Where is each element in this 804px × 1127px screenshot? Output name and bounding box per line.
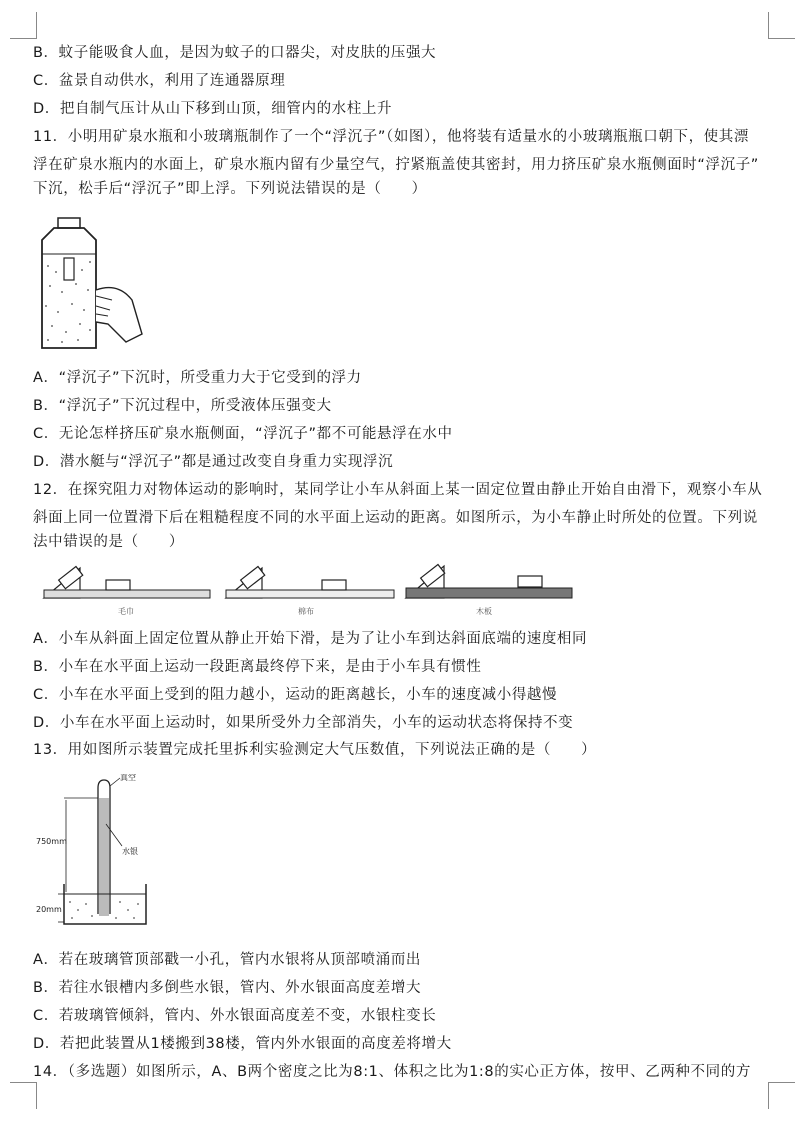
option-13d: D．若把此装置从1楼搬到38楼，管内外水银面的高度差将增大 xyxy=(33,1036,452,1052)
option-11c: C．无论怎样挤压矿泉水瓶侧面，“浮沉子”都不可能悬浮在水中 xyxy=(33,426,453,442)
option-13b: B．若往水银槽内多倒些水银，管内、外水银面高度差增大 xyxy=(33,980,422,996)
torricelli-figure xyxy=(36,774,156,934)
question-11-line-2: 浮在矿泉水瓶内的水面上，矿泉水瓶内留有少量空气，拧紧瓶盖使其密封，用力挤压矿泉水瓶侧面时“浮沉子” xyxy=(33,157,759,173)
question-11-line-1: 11．小明用矿泉水瓶和小玻璃瓶制作了一个“浮沉子”（如图），他将装有适量水的小玻璃瓶瓶口朝下，使其漂 xyxy=(33,129,749,145)
ramp-towel xyxy=(44,566,210,598)
label-mercury: 水银 xyxy=(122,847,138,856)
question-12-line-2: 斜面上同一位置滑下后在粗糙程度不同的水平面上运动的距离。如图所示，为小车静止时所处的位置。下列说 xyxy=(33,510,758,526)
label-vacuum: 真空 xyxy=(120,774,136,782)
question-12-line-1: 12．在探究阻力对物体运动的影响时，某同学让小车从斜面上某一固定位置由静止开始自由滑下，观察小车从 xyxy=(33,482,763,498)
ramp-cotton xyxy=(226,566,394,598)
label-towel: 毛巾 xyxy=(118,607,134,616)
label-cotton: 棉布 xyxy=(298,607,314,616)
question-14-line-1: 14．（多选题）如图所示，A、B两个密度之比为8:1、体积之比为1:8的实心正方体，按甲、乙两种不同的方 xyxy=(33,1064,751,1080)
option-10b: B．蚊子能吸食人血，是因为蚊子的口器尖，对皮肤的压强大 xyxy=(33,45,437,61)
question-13: 13．用如图所示装置完成托里拆利实验测定大气压数值，下列说法正确的是（ ） xyxy=(33,742,597,758)
option-10c: C．盆景自动供水，利用了连通器原理 xyxy=(33,73,286,89)
option-11b: B．“浮沉子”下沉过程中，所受液体压强变大 xyxy=(33,398,332,414)
question-12-line-3: 法中错误的是（ ） xyxy=(33,534,184,550)
label-20mm: 20mm xyxy=(36,905,62,914)
crop-mark-bottom-left xyxy=(10,1082,37,1109)
ramp-wood xyxy=(406,564,572,598)
option-11a: A．“浮沉子”下沉时，所受重力大于它受到的浮力 xyxy=(33,370,362,386)
bottle-diver-figure xyxy=(38,216,148,352)
option-13a: A．若在玻璃管顶部戳一小孔，管内水银将从顶部喷涌而出 xyxy=(33,952,422,968)
option-13c: C．若玻璃管倾斜，管内、外水银面高度差不变，水银柱变长 xyxy=(33,1008,437,1024)
option-12b: B．小车在水平面上运动一段距离最终停下来，是由于小车具有惯性 xyxy=(33,659,482,675)
ramp-surfaces-figure xyxy=(40,560,580,620)
crop-mark-bottom-right xyxy=(768,1082,795,1109)
label-wood: 木板 xyxy=(476,607,492,616)
option-12a: A．小车从斜面上固定位置从静止开始下滑，是为了让小车到达斜面底端的速度相同 xyxy=(33,631,588,647)
option-12d: D．小车在水平面上运动时，如果所受外力全部消失，小车的运动状态将保持不变 xyxy=(33,715,574,731)
option-12c: C．小车在水平面上受到的阻力越小，运动的距离越长，小车的速度减小得越慢 xyxy=(33,687,558,703)
crop-mark-top-right xyxy=(768,12,795,39)
option-11d: D．潜水艇与“浮沉子”都是通过改变自身重力实现浮沉 xyxy=(33,454,394,470)
label-750mm: 750mm xyxy=(36,837,67,846)
crop-mark-top-left xyxy=(10,12,37,39)
option-10d: D．把自制气压计从山下移到山顶，细管内的水柱上升 xyxy=(33,101,393,117)
question-11-line-3: 下沉，松手后“浮沉子”即上浮。下列说法错误的是（ ） xyxy=(33,181,427,197)
